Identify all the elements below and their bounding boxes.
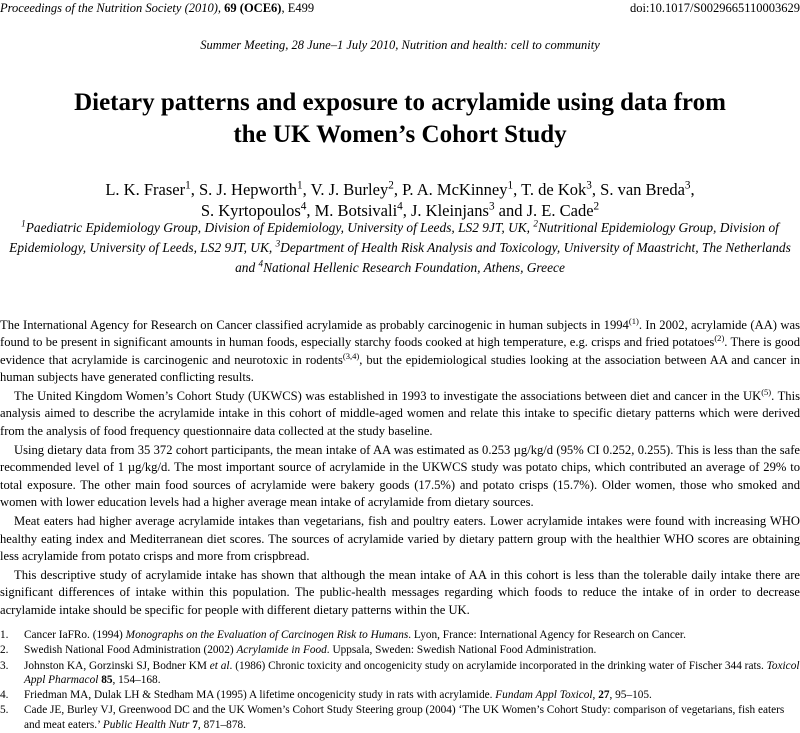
running-header	[0, 0, 800, 18]
reference-list	[0, 628, 800, 733]
abstract-paragraph: Using dietary data from 35 372 cohort participants, the mean intake of AA was estimated as 0.253 µg/kg/d (95% CI 0.252, 0.255). This is less than the safe recommended level of 1 µg/kg/d. The most important source of acrylamide in the UKWCS study was potato chips, which contributed an average of 29% to total exposure. The other main food sources of acrylamide were bakery goods (17.5%) and potato crisps (15.7%). Older women, those who smoked and women with lower education levels had a higher average mean intake of acrylamide from dietary sources.	[0, 443, 800, 509]
author: L. K. Fraser$^1$,	[105, 179, 199, 199]
author: J. E. Cade$^2$	[526, 200, 600, 220]
abstract	[0, 317, 800, 621]
citation-marker: (1)	[628, 315, 639, 326]
author: T. de Kok$^3$,	[521, 179, 601, 199]
journal-name: Proceedings of the Nutrition Society	[0, 1, 182, 15]
author: S. Kyrtopoulos$^4$,	[200, 200, 315, 220]
affiliation: $^3$Department of Health Risk Analysis and Toxicology, University of Maastricht, The Netherlands and	[235, 238, 791, 275]
journal-volume: 69	[224, 1, 237, 15]
reference-item: 4. Friedman MA, Dulak LH & Stedham MA (1995) A lifetime oncogenicity study in rats with acrylamide. Fundam Appl Toxicol, 27, 95–105.	[0, 689, 652, 702]
citation-marker: (2)	[714, 333, 725, 344]
author: P. A. McKinney$^1$,	[402, 179, 522, 199]
reference-item: 1. Cancer IaFRo. (1994) Monographs on the Evaluation of Carcinogen Risk to Humans. Lyon, France: International Agency for Research on Cancer.	[0, 629, 686, 641]
reference-item: 2. Swedish National Food Administration (2002) Acrylamide in Food. Uppsala, Sweden: Swedish National Food Administration.	[0, 644, 597, 657]
author: S. van Breda$^3$,	[600, 179, 695, 199]
title-line-1: Dietary patterns and exposure to acrylamide using data from	[74, 89, 726, 116]
author: J. Kleinjans$^3$ and	[411, 200, 527, 220]
author-list	[20, 179, 780, 221]
article-title	[20, 87, 780, 151]
citation-marker: (5)	[761, 387, 772, 397]
journal-issue: (OCE6)	[239, 1, 282, 15]
journal-year: (2010),	[184, 1, 222, 15]
abstract-paragraph: This descriptive study of acrylamide intake has shown that although the mean intake of AA in this cohort is less than the tolerable daily intake there are significant differences of intake within this population. The public-health messages regarding which foods to reduce the intake of in order to decrease acrylamide intake should be specific for people with different dietary patterns within the UK.	[0, 568, 800, 617]
affiliation: $^4$National Hellenic Research Foundation, Athens, Greece	[258, 258, 565, 275]
journal-page: , E499	[281, 1, 315, 15]
affiliation: $^2$Nutritional Epidemiology Group, Division of Epidemiology, University of Leeds, LS2 9JT, UK,	[9, 218, 779, 255]
journal-citation	[0, 1, 314, 16]
doi: doi:10.1017/S0029665110003629	[629, 1, 800, 15]
reference-item: 3. Johnston KA, Gorzinski SJ, Bodner KM et al. (1986) Chronic toxicity and oncogenicity study on acrylamide incorporated in the drinking water of Fischer 344 rats. Toxicol Appl Pharmacol 85, 154–168.	[0, 659, 800, 686]
author: V. J. Burley$^2$,	[310, 179, 403, 199]
abstract-paragraph: The International Agency for Research on Cancer classified acrylamide as probably carcinogenic in human subjects in 1994$^{(1)}$. In 2002, acrylamide (AA) was found to be present in significant amounts in human foods, especially starchy foods cooked at high temperature, e.g. crisps and fried potatoes$^{(2)}$. There is good evidence that acrylamide is carcinogenic and neurotoxic in rodents$^{(3,4)}$, but the epidemiological studies looking at the association between AA and cancer in human subjects have generated conflicting results.	[0, 315, 800, 384]
meeting-line: Summer Meeting, 28 June–1 July 2010, Nutrition and health: cell to community	[200, 38, 600, 52]
affiliations	[0, 218, 800, 278]
title-line-2: the UK Women’s Cohort Study	[233, 121, 567, 148]
author: S. J. Hepworth$^1$,	[198, 179, 311, 199]
author: M. Botsivali$^4$,	[314, 200, 412, 220]
affiliation: $^1$Paediatric Epidemiology Group, Division of Epidemiology, University of Leeds, LS2 9JT, UK,	[21, 218, 534, 235]
abstract-paragraph: Meat eaters had higher average acrylamide intakes than vegetarians, fish and poultry eaters. Lower acrylamide intakes were found with increasing WHO healthy eating index and Mediterranean diet scores. The sources of acrylamide varied by dietary pattern group with the healthier WHO scores are obtaining less acrylamide from potato crisps and more from crispbread.	[0, 514, 800, 563]
abstract-paragraph: The United Kingdom Women’s Cohort Study (UKWCS) was established in 1993 to investigate the associations between diet and cancer in the UK$^{(5)}$. This analysis aimed to describe the acrylamide intake in this cohort of middle-aged women and relate this intake to specific dietary patterns which were derived from the analysis of food frequency questionnaire data collected at the study baseline.	[0, 387, 800, 438]
reference-item: 5. Cade JE, Burley VJ, Greenwood DC and the UK Women’s Cohort Study Steering group (2004) ‘The UK Women’s Cohort Study: comparison of vegetarians, fish eaters and meat eaters.’ Public Health Nutr 7, 871–878.	[0, 704, 785, 731]
citation-marker: (3,4)	[342, 350, 360, 361]
